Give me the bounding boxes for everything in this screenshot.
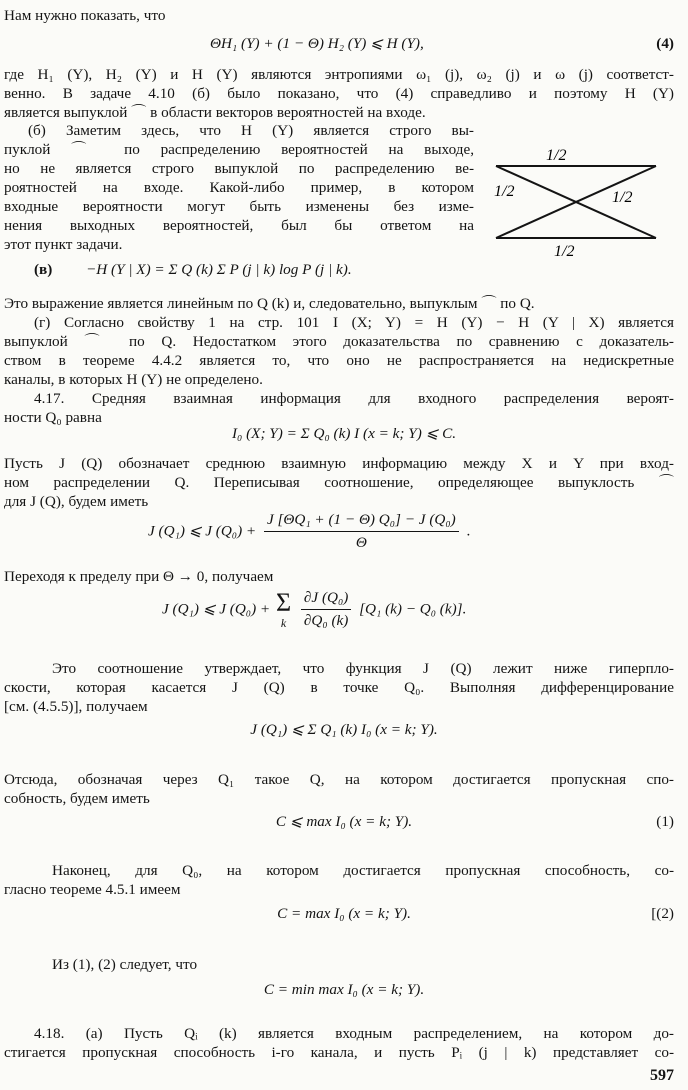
equation-1: C ⩽ max I₀ (x = k; Y).	[275, 813, 413, 830]
equation-v: −H (Y | X) = Σ Q (k) Σ P (j | k) log P (j | k).	[86, 261, 352, 278]
equation-j2-right: [Q₁ (k) − Q₀ (k)].	[359, 600, 467, 618]
text-line: нения выходных вероятностей, был бы ответом на	[4, 217, 474, 234]
text-line: Отсюда, обозначая через Q₁ такое Q, на котором достигается пропускная спо-	[4, 771, 674, 788]
text-line: [см. (4.5.5)], получаем	[4, 698, 148, 715]
equation-3: C = min max I₀ (x = k; Y).	[263, 981, 425, 998]
text-line: роятностей на входе. Какой-либо пример, в котором	[4, 179, 474, 196]
text-line: венно. В задаче 4.10 (б) было показано, что (4) справедливо и поэтому H (Y)	[4, 85, 674, 102]
equation-number: (4)	[656, 35, 674, 52]
text-line: этот пункт задачи.	[4, 236, 123, 253]
text-line: где H₁ (Y), H₂ (Y) и H (Y) являются энтропиями ω₁ (j), ω₂ (j) и ω (j) соответст-	[4, 66, 674, 83]
text-line: но не является строго выпуклой по распределению ве-	[4, 160, 474, 177]
text-line: Наконец, для Q₀, на котором достигается пропускная способность, со-	[52, 862, 674, 879]
text-line: для J (Q), будем иметь	[4, 493, 149, 510]
text-line: выпуклой ⌒ по Q. Недостатком этого доказательства по сравнению с доказатель-	[4, 333, 674, 350]
equation-j3: J (Q₁) ⩽ Σ Q₁ (k) I₀ (x = k; Y).	[250, 721, 438, 738]
text-line: ством в теореме 4.4.2 является то, что оно не распространяется на недискретные	[4, 352, 674, 369]
text-line: 4.18. (а) Пусть Qᵢ (k) является входным распределением, на котором до-	[34, 1025, 674, 1042]
equation-j1: J (Q₁) ⩽ J (Q₀) + $\frac{\text{J [ΘQ₁ + (1 − Θ) Q₀] − J (Q₀)}}{\Theta}$ .	[148, 511, 471, 551]
text-line: 4.17. Средняя взаимная информация для входного распределения вероят-	[34, 390, 674, 407]
fraction	[301, 588, 351, 631]
equation-number: [(2)	[651, 905, 674, 922]
equation-4: ΘH₁ (Y) + (1 − Θ) H₂ (Y) ⩽ H (Y),	[210, 35, 424, 52]
text-line: (б) Заметим здесь, что H (Y) является строго вы-	[28, 122, 474, 139]
equation-2: C = max I₀ (x = k; Y).	[277, 905, 411, 922]
text-line: Пусть J (Q) обозначает среднюю взаимную информацию между X и Y при вход-	[4, 455, 674, 472]
text-line: стигается пропускная способность i-го канала, и пусть Pᵢ (j | k) представляет со-	[4, 1044, 674, 1061]
equation-i0: I₀ (X; Y) = Σ Q₀ (k) I (x = k; Y) ⩽ C.	[231, 425, 457, 442]
text-line: входные вероятности могут быть изменены без изме-	[4, 198, 474, 215]
text-line: ности Q₀ равна	[4, 409, 102, 426]
equation-number: (1)	[656, 813, 674, 830]
text-line: гласно теореме 4.5.1 имеем	[4, 881, 181, 898]
equation-j2	[162, 588, 466, 631]
fraction	[264, 510, 459, 553]
text-line: пуклой ⌒ по распределению вероятностей на выходе,	[4, 141, 474, 158]
equation-j1-left: J (Q₁) ⩽ J (Q₀) +	[148, 522, 257, 540]
fraction-denominator: ∂Q₀ (k)	[303, 612, 349, 629]
text-line: Это соотношение утверждает, что функция J (Q) лежит ниже гиперпло-	[52, 660, 674, 677]
text-line: ном распределении Q. Переписывая соотношение, определяющее выпуклость ⌒	[4, 474, 674, 491]
sum-symbol: Σ k	[275, 587, 292, 630]
text-line: собность, будем иметь	[4, 790, 150, 807]
fraction-denominator: Θ	[355, 534, 367, 551]
text-line: Это выражение является линейным по Q (k) и, следовательно, выпуклым ⌒ по Q.	[4, 295, 535, 312]
diagram-label-top: 1/2	[546, 147, 567, 164]
text-line: Нам нужно показать, что	[4, 7, 166, 24]
text-line: (г) Согласно свойству 1 на стр. 101 I (X; Y) = H (Y) − H (Y | X) является	[34, 314, 674, 331]
diagram-label-right: 1/2	[612, 189, 633, 206]
page-number: 597	[650, 1067, 674, 1084]
channel-diagram	[488, 140, 678, 266]
fraction-numerator: ∂J (Q₀)	[301, 588, 351, 610]
text-line: Переходя к пределу при Θ → 0, получаем	[4, 568, 274, 585]
text-line: каналы, в которых H (Y) не определено.	[4, 371, 263, 388]
text-line: является выпуклой ⌒ в области векторов вероятностей на входе.	[4, 104, 426, 121]
text-line: скости, которая касается J (Q) в точке Q₀. Выполняя дифференцирование	[4, 679, 674, 696]
item-label: (в)	[34, 261, 53, 278]
text-line: Из (1), (2) следует, что	[52, 956, 198, 973]
diagram-label-left: 1/2	[494, 183, 515, 200]
equation-j2-left: J (Q₁) ⩽ J (Q₀) +	[162, 600, 271, 618]
fraction-numerator: J [ΘQ₁ + (1 − Θ) Q₀] − J (Q₀)	[264, 510, 459, 532]
diagram-label-bottom: 1/2	[554, 243, 575, 260]
